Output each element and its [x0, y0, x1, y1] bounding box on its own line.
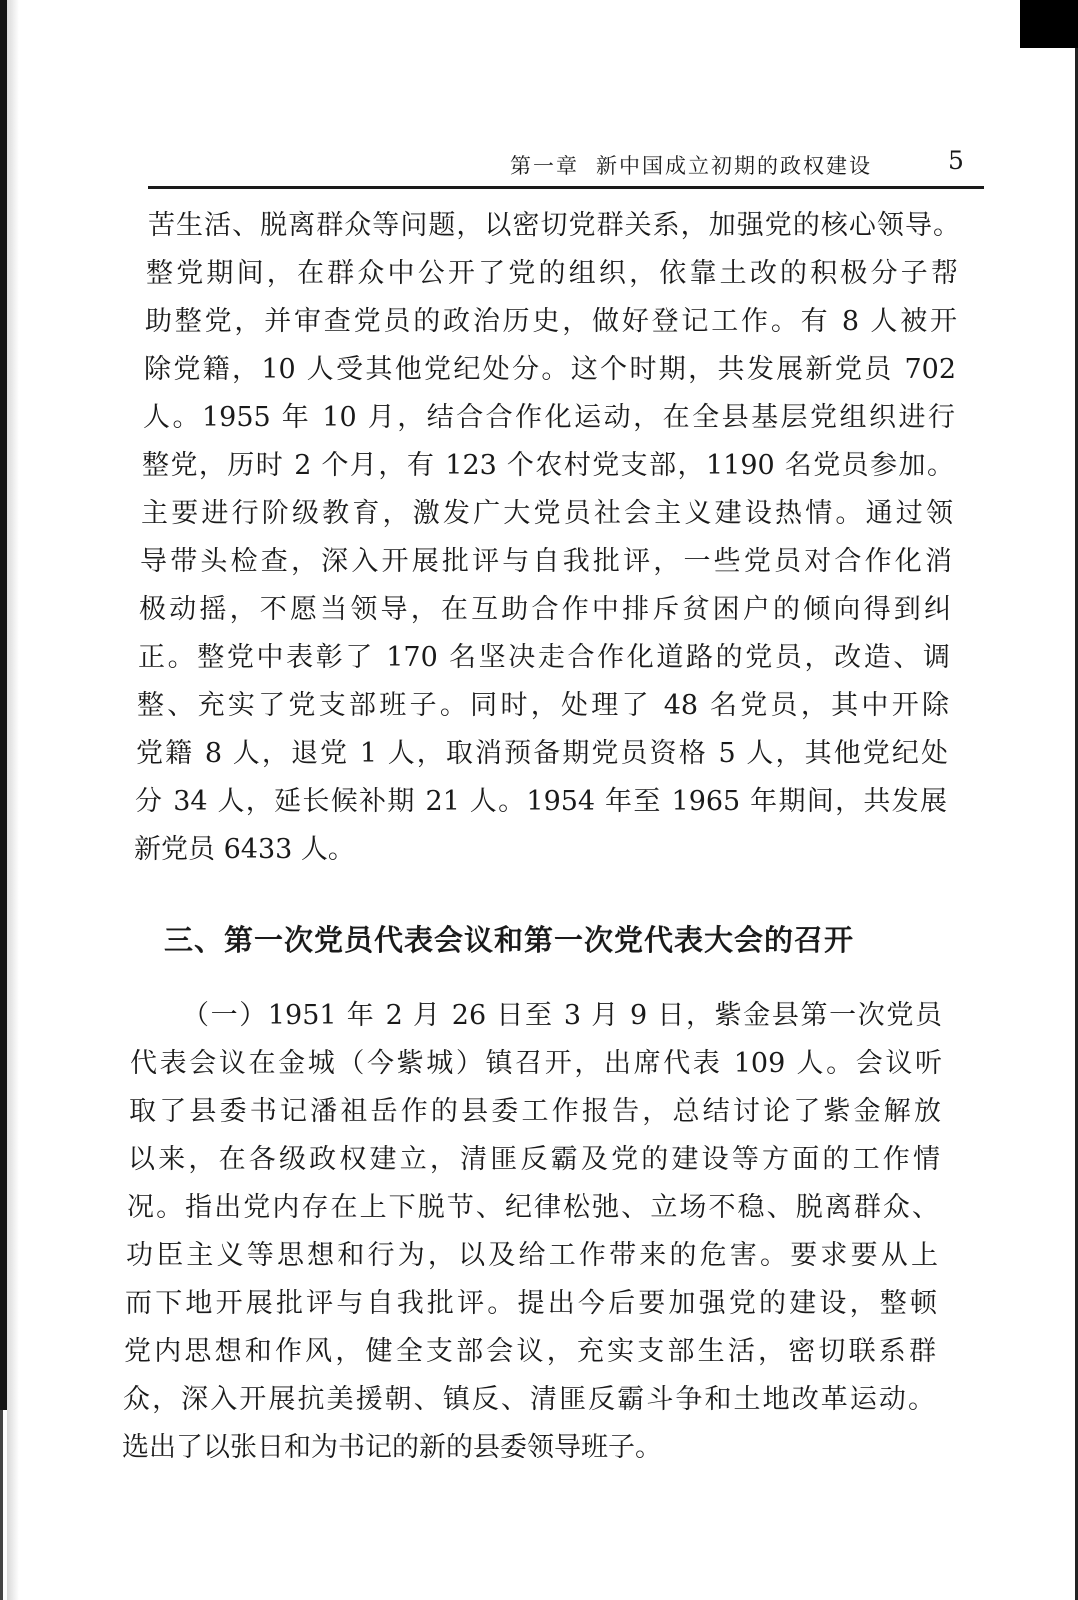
paragraph-2-line: 而下地开展批评与自我批评。提出今后要加强党的建设，整顿 [125, 1288, 937, 1319]
paragraph-1-line: 助整党，并审查党员的政治历史，做好登记工作。有 8 人被开 [145, 306, 957, 337]
paragraph-2-line: 代表会议在金城（今紫城）镇召开，出席代表 109 人。会议听 [130, 1048, 942, 1079]
paragraph-2-line: 取了县委书记潘祖岳作的县委工作报告，总结讨论了紫金解放 [129, 1096, 941, 1127]
scan-binding-shadow [7, 0, 19, 1600]
paragraph-2-line: 众，深入开展抗美援朝、镇反、清匪反霸斗争和土地改革运动。 [123, 1384, 935, 1415]
section-heading: 三、第一次党员代表会议和第一次党代表大会的召开 [164, 923, 855, 957]
paragraph-1-line: 分 34 人，延长候补期 21 人。1954 年至 1965 年期间，共发展 [135, 786, 947, 817]
paragraph-2-line: 选出了以张日和为书记的新的县委领导班子。 [122, 1432, 662, 1463]
running-header [148, 142, 984, 188]
paragraph-1-line: 极动摇，不愿当领导，在互助合作中排斥贫困户的倾向得到纠 [139, 594, 951, 625]
paragraph-2-line: 功臣主义等思想和行为，以及给工作带来的危害。要求要从上 [126, 1240, 938, 1271]
paragraph-1-line: 主要进行阶级教育，激发广大党员社会主义建设热情。通过领 [141, 498, 953, 529]
header-title: 新中国成立初期的政权建设 [596, 154, 872, 178]
paragraph-1-line: 苦生活、脱离群众等问题，以密切党群关系，加强党的核心领导。 [148, 210, 960, 241]
paragraph-2-line: 况。指出党内存在上下脱节、纪律松弛、立场不稳、脱离群众、 [127, 1192, 939, 1223]
paragraph-1-line: 导带头检查，深入开展批评与自我批评，一些党员对合作化消 [140, 546, 952, 577]
paragraph-2-line: （一）1951 年 2 月 26 日至 3 月 9 日，紫金县第一次党员 [182, 1000, 942, 1031]
scan-corner-top-right [1020, 0, 1078, 48]
scan-edge-left-lower [0, 1410, 3, 1600]
paragraph-1-line: 除党籍，10 人受其他党纪处分。这个时期，共发展新党员 702 [144, 354, 956, 385]
page-number: 5 [948, 146, 964, 175]
paragraph-1-line: 人。1955 年 10 月，结合合作化运动，在全县基层党组织进行 [143, 402, 955, 433]
paragraph-1-line: 正。整党中表彰了 170 名坚决走合作化道路的党员，改造、调 [138, 642, 950, 673]
paragraph-1-line: 整党，历时 2 个月，有 123 个农村党支部，1190 名党员参加。 [142, 450, 954, 481]
header-rule [148, 186, 984, 189]
paragraph-1-line: 整、充实了党支部班子。同时，处理了 48 名党员，其中开除 [137, 690, 949, 721]
paragraph-2-line: 党内思想和作风，健全支部会议，充实支部生活，密切联系群 [124, 1336, 936, 1367]
scan-edge-left [0, 0, 7, 1410]
paragraph-1-line: 整党期间，在群众中公开了党的组织，依靠土改的积极分子帮 [146, 258, 958, 289]
paragraph-1-line: 新党员 6433 人。 [134, 834, 355, 865]
paragraph-1-line: 党籍 8 人，退党 1 人，取消预备期党员资格 5 人，其他党纪处 [136, 738, 948, 769]
header-chapter: 第一章 [510, 154, 579, 178]
paragraph-2-line: 以来，在各级政权建立，清匪反霸及党的建设等方面的工作情 [128, 1144, 940, 1175]
